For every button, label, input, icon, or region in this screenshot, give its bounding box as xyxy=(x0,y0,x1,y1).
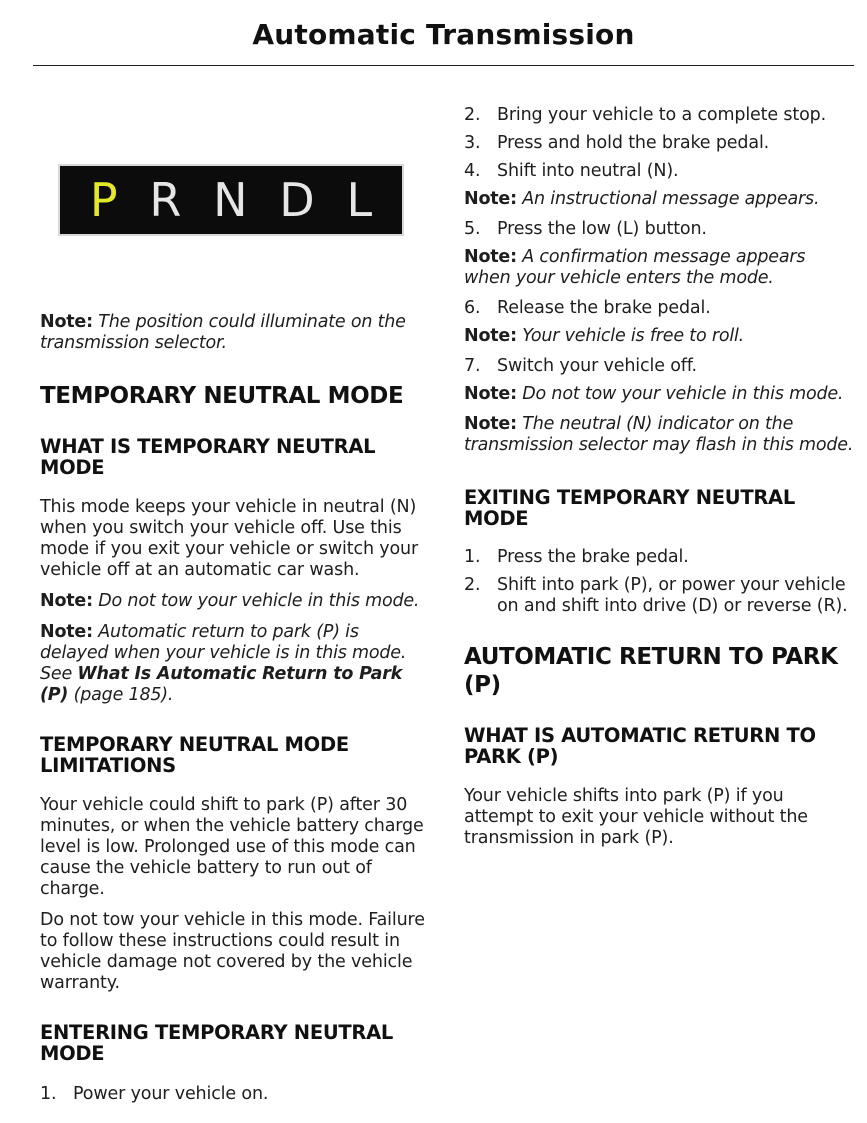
entering-step-3: 3. Press and hold the brake pedal. xyxy=(464,133,770,153)
link-what-is-automatic-return[interactable]: What Is Automatic Return to Park (P) xyxy=(40,664,403,705)
heading-exiting: EXITING TEMPORARY NEUTRAL MODE xyxy=(464,486,795,530)
note-automatic-return-delayed: Note: Automatic return to park (P) is delayed when your vehicle is in this mode. See What Is Automatic Return to Park (P) (page 185). xyxy=(40,622,407,705)
entering-step-1: 1. Power your vehicle on. xyxy=(40,1084,269,1104)
heading-entering: ENTERING TEMPORARY NEUTRAL MODE xyxy=(40,1021,394,1065)
entering-step-4: 4. Shift into neutral (N). xyxy=(464,161,679,181)
gear-letter-d: D xyxy=(279,173,315,227)
heading-limitations: TEMPORARY NEUTRAL MODE LIMITATIONS xyxy=(40,733,349,777)
entering-step-6: 6. Release the brake pedal. xyxy=(464,298,711,318)
entering-step-2: 2. Bring your vehicle to a complete stop. xyxy=(464,105,827,125)
page-title: Automatic Transmission xyxy=(252,18,635,51)
paragraph-what-is: This mode keeps your vehicle in neutral (N) when you switch your vehicle off. Use this mode if you exit your vehicle or switch your vehicle off at an automatic car wash. xyxy=(40,497,419,580)
left-column xyxy=(40,312,432,1105)
gear-letter-n: N xyxy=(213,173,248,227)
paragraph-limitations-2: Do not tow your vehicle in this mode. Failure to follow these instructions could result in vehicle damage not covered by the vehicle warranty. xyxy=(40,910,425,993)
heading-what-is-automatic-return: WHAT IS AUTOMATIC RETURN TO PARK (P) xyxy=(464,724,816,768)
entering-step-5: 5. Press the low (L) button. xyxy=(464,219,707,239)
prndl-gear-display xyxy=(58,164,404,236)
title-divider xyxy=(33,65,854,66)
note-instructional-message: Note: An instructional message appears. xyxy=(464,189,820,209)
paragraph-automatic-return: Your vehicle shifts into park (P) if you attempt to exit your vehicle without the transmission in park (P). xyxy=(464,786,808,848)
paragraph-limitations-1: Your vehicle could shift to park (P) after 30 minutes, or when the vehicle battery charge level is low. Prolonged use of this mode can cause the vehicle battery to run out of charge. xyxy=(40,795,424,899)
right-column xyxy=(464,105,856,849)
note-do-not-tow: Note: Do not tow your vehicle in this mode. xyxy=(40,591,420,611)
heading-what-is-temporary-neutral: WHAT IS TEMPORARY NEUTRAL MODE xyxy=(40,435,376,479)
heading-temporary-neutral-mode: TEMPORARY NEUTRAL MODE xyxy=(40,383,404,409)
entering-step-7: 7. Switch your vehicle off. xyxy=(464,356,697,376)
heading-automatic-return: AUTOMATIC RETURN TO PARK (P) xyxy=(464,644,838,698)
gear-letter-r: R xyxy=(149,173,182,227)
gear-letter-p: P xyxy=(89,173,118,227)
note-neutral-indicator-flash: Note: The neutral (N) indicator on the transmission selector may flash in this mode. xyxy=(464,414,854,455)
note-position-illuminate: Note: The position could illuminate on the transmission selector. xyxy=(40,312,406,353)
note-do-not-tow-right: Note: Do not tow your vehicle in this mode. xyxy=(464,384,844,404)
exiting-step-1: 1. Press the brake pedal. xyxy=(464,547,689,567)
note-confirmation-message: Note: A confirmation message appears when your vehicle enters the mode. xyxy=(464,247,806,288)
exiting-step-2: 2. Shift into park (P), or power your vehicle on and shift into drive (D) or reverse (R). xyxy=(464,575,848,616)
gear-letter-l: L xyxy=(346,173,373,227)
note-free-to-roll: Note: Your vehicle is free to roll. xyxy=(464,326,745,346)
